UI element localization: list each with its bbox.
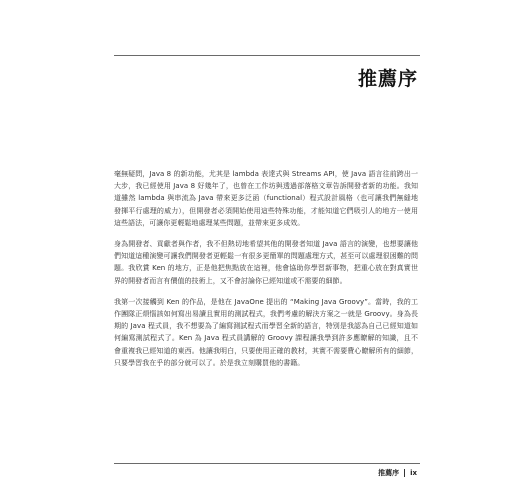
page-number: ix xyxy=(410,469,417,477)
paragraph-2: 身為開發者、貢獻者與作者，我不但熱切地希望其他的開發者知道 Java 語言的演變，也想要讓他們知道這種演變可讓我們開發者更輕鬆一有很多更簡單的問題處理方式，甚至可以處理很困難的問題。我欣賞 Ken 的地方，正是他把焦點放在這裡，他會協助你學習新事物，把重心放在對真實世界的開發者而言有價值的技術上，又不會討論你已經知道或不需要的細節。 xyxy=(114,240,418,285)
top-rule xyxy=(114,55,420,56)
paragraph-3: 我第一次接觸到 Ken 的作品，是他在 JavaOne 提出的 “Making Java Groovy”。當時，我的工作團隊正煩惱該如何寫出易讀且實用的測試程式，我們考慮的解決方案之一就是 Groovy。身為長期的 Java 程式員，我不想要為了編寫測試程式而學習全新的語言，特別是我認為自己已經知道如何編寫測試程式了。Ken 為 Java 程式員講解的 Groovy 課程讓我學到許多應瞭解的知識，且不會重複我已經知道的東西。他讓我明白，只要使用正確的教材，其實不需要費心瞭解所有的細節，只要學習我在乎的部分就可以了。於是我立刻購買他的書籍。 xyxy=(114,297,418,367)
footer-section-label: 推薦序 xyxy=(378,469,400,477)
body-text xyxy=(114,168,418,378)
bottom-rule xyxy=(114,463,420,464)
page-title: 推薦序 xyxy=(357,68,418,90)
paragraph-1: 毫無疑問，Java 8 的新功能，尤其是 lambda 表達式與 Streams API，使 Java 語言往前跨出一大步，我已經使用 Java 8 好幾年了，也曾在工作坊與透過部落格文章告訴開發者新的功能。我知道雖然 lambda 與串流為 Java 帶來更多泛函（functional）程式設計風格（也可讓我們無縫地發揮平行處理的威力），但開發者必須開始使用這些特殊功能，才能知道它們吸引人的地方一使用這些語法，可讓你更輕鬆地處理某些問題，並帶來更多成效。 xyxy=(114,170,418,227)
page-footer xyxy=(378,468,417,478)
footer-separator xyxy=(404,469,405,477)
